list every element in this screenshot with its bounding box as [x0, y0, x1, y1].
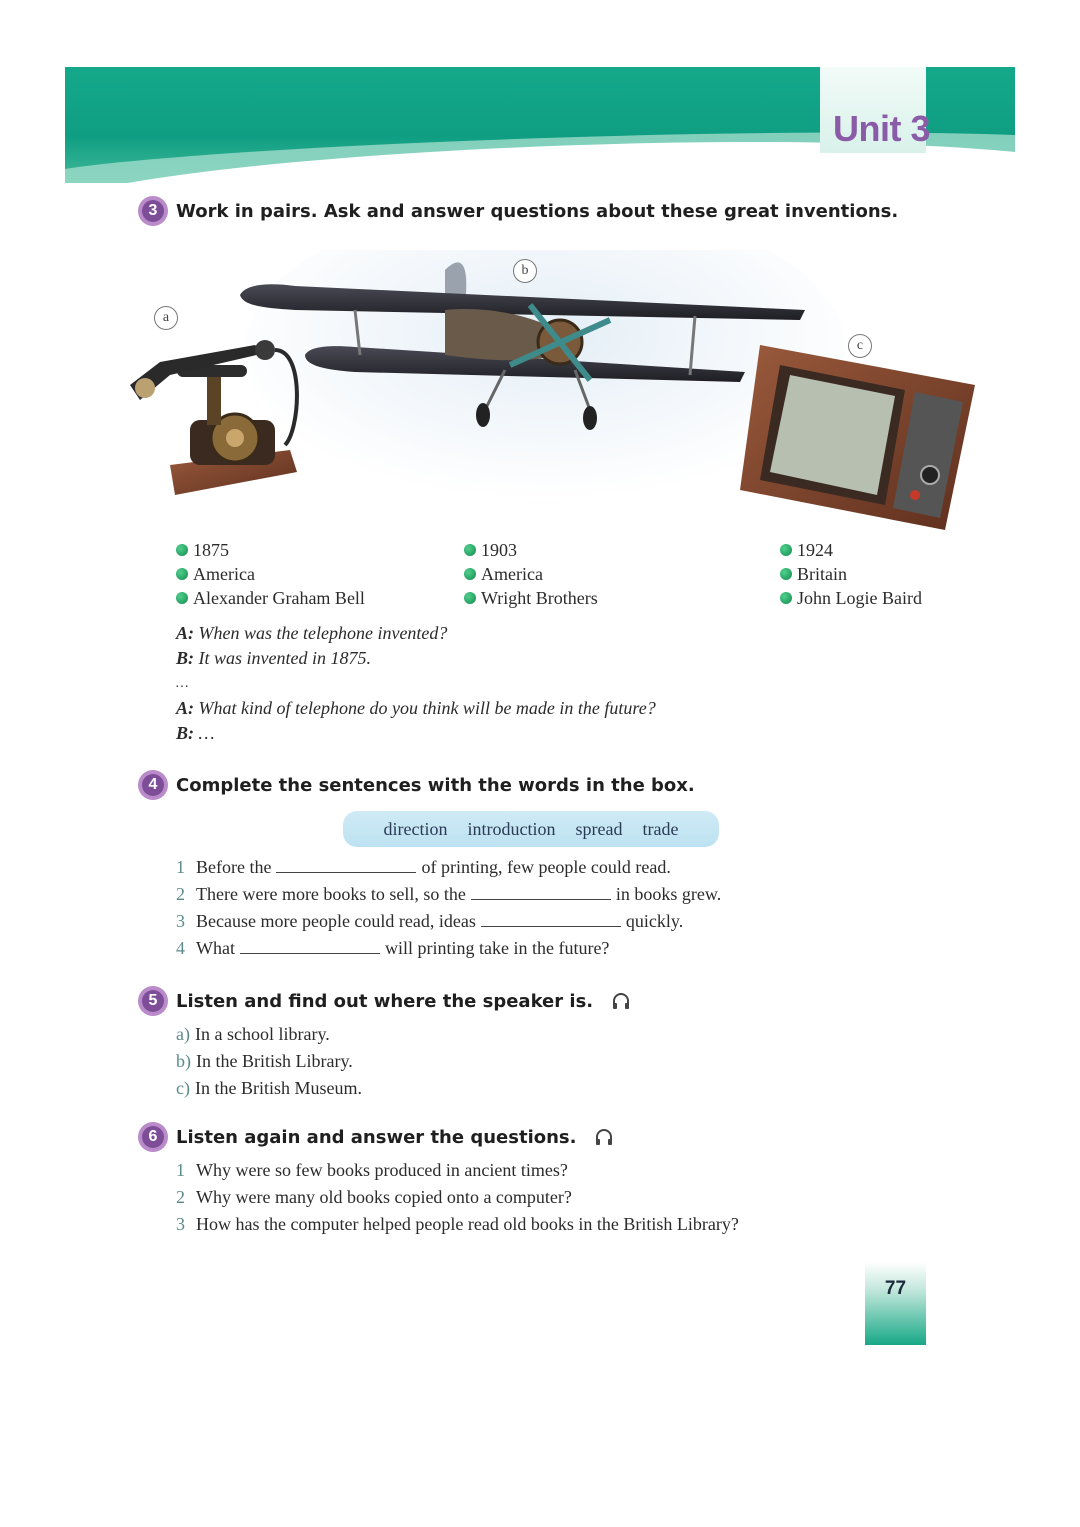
fact-item: 1903 [464, 538, 598, 562]
dialog-line: B: … [176, 723, 215, 743]
section-5-heading [138, 986, 631, 1016]
sentence-item: 2 There were more books to sell, so the in books grew. [176, 884, 722, 904]
question-item: 3 How has the computer helped people read old books in the British Library? [176, 1214, 739, 1234]
sentence-item: 3 Because more people could read, ideas quickly. [176, 911, 684, 931]
example-dialog [176, 621, 656, 746]
section-6-heading [138, 1122, 614, 1152]
question-item: 2 Why were many old books copied onto a computer? [176, 1187, 572, 1207]
sentence-list [176, 854, 721, 962]
section-number-badge: 3 [138, 196, 168, 226]
option-item: a) In a school library. [176, 1024, 330, 1044]
image-label-b: b [513, 259, 537, 283]
section-number-badge: 6 [138, 1122, 168, 1152]
answer-blank[interactable] [471, 898, 611, 900]
section-number-badge: 4 [138, 770, 168, 800]
unit-title: Unit 3 [832, 108, 930, 149]
inventions-illustration [115, 250, 995, 540]
section-4-heading [138, 770, 695, 800]
option-list [176, 1021, 362, 1102]
section-number-badge: 5 [138, 986, 168, 1016]
dialog-line: B: It was invented in 1875. [176, 648, 371, 668]
sentence-item: 4 What will printing take in the future? [176, 938, 610, 958]
dialog-line: A: What kind of telephone do you think will be made in the future? [176, 698, 656, 718]
page-number: 77 [884, 1278, 907, 1299]
answer-blank[interactable] [481, 925, 621, 927]
sentence-item: 1 Before the of printing, few people could read. [176, 857, 671, 877]
image-label-a: a [154, 306, 178, 330]
fact-item: 1875 [176, 538, 365, 562]
section-5-instruction: Listen and find out where the speaker is. [176, 990, 594, 1012]
answer-blank[interactable] [240, 952, 380, 954]
fact-item: America [464, 562, 598, 586]
dialog-line: A: When was the telephone invented? [176, 623, 448, 643]
section-6-instruction: Listen again and answer the questions. [176, 1126, 577, 1148]
fact-item: America [176, 562, 365, 586]
question-item: 1 Why were so few books produced in ancient times? [176, 1160, 568, 1180]
section-3-heading [138, 196, 898, 226]
option-item: c) In the British Museum. [176, 1078, 362, 1098]
page-number-tab [865, 1262, 926, 1345]
word-option: trade [642, 818, 679, 839]
fact-item: Britain [780, 562, 922, 586]
fact-item: Wright Brothers [464, 586, 598, 610]
facts-television [780, 538, 922, 610]
option-item: b) In the British Library. [176, 1051, 353, 1071]
dialog-line: … [176, 676, 189, 691]
image-label-c: c [848, 334, 872, 358]
word-option: direction [383, 818, 448, 839]
word-option: spread [575, 818, 623, 839]
television-image [740, 345, 975, 530]
fact-item: Alexander Graham Bell [176, 586, 365, 610]
word-option: introduction [467, 818, 556, 839]
word-box [343, 811, 719, 847]
fact-item: John Logie Baird [780, 586, 922, 610]
facts-telephone [176, 538, 365, 610]
headphones-icon[interactable] [594, 1127, 614, 1147]
section-3-instruction: Work in pairs. Ask and answer questions about these great inventions. [176, 200, 899, 222]
facts-airplane [464, 538, 598, 610]
question-list [176, 1157, 739, 1238]
fact-item: 1924 [780, 538, 922, 562]
headphones-icon[interactable] [611, 991, 631, 1011]
section-4-instruction: Complete the sentences with the words in the box. [176, 774, 695, 796]
answer-blank[interactable] [276, 871, 416, 873]
